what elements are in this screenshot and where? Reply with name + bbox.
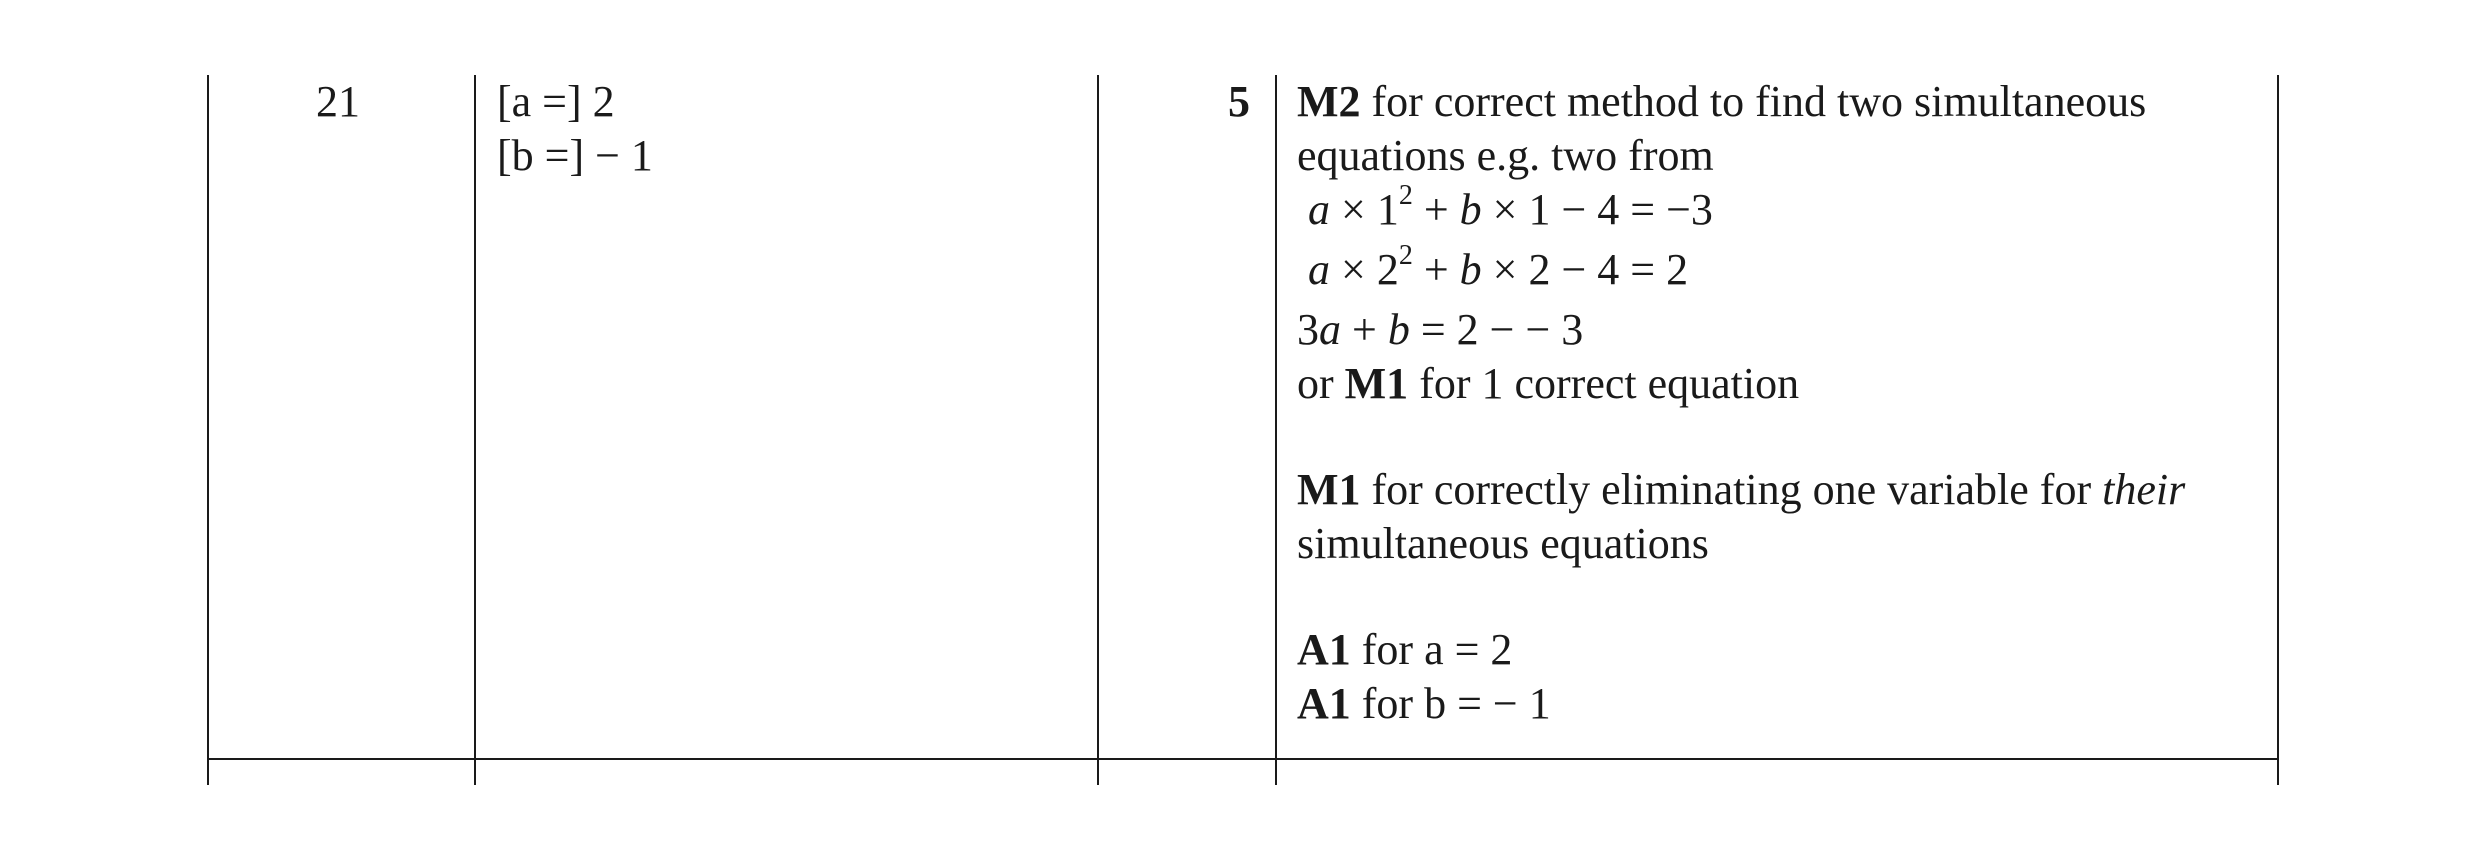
spacer: [1297, 411, 2185, 463]
a1-text-a: for a = 2: [1350, 625, 1513, 674]
m1-label-a: M1: [1344, 359, 1409, 408]
column-divider-1: [474, 75, 476, 785]
a1-a-line: [1297, 623, 2185, 677]
m1-correct-equation-line: [1297, 357, 2185, 411]
eq2-exponent: 2: [1398, 240, 1413, 271]
eq1-plus: +: [1412, 185, 1460, 234]
equation-2: [1297, 240, 2185, 303]
eq3-rest: = 2 − − 3: [1409, 305, 1584, 354]
question-number: 21: [316, 77, 360, 126]
m1-text-a: for 1 correct equation: [1408, 359, 1800, 408]
eq3-plus: +: [1341, 305, 1388, 354]
eq3-var-a: a: [1319, 305, 1341, 354]
eq2-rest: × 2 − 4 = 2: [1481, 245, 1689, 294]
eq2-term1: × 2: [1330, 245, 1399, 294]
m2-text-part1: for correct method to find two simultaneous: [1360, 77, 2147, 126]
a1-b-line: [1297, 677, 2185, 731]
m1-eliminate-line2: simultaneous equations: [1297, 519, 1709, 568]
eq1-exponent: 2: [1398, 180, 1413, 211]
m2-label: M2: [1297, 77, 1361, 126]
eq2-plus: +: [1412, 245, 1460, 294]
eq3-var-b: b: [1387, 305, 1410, 354]
equation-3: [1297, 303, 2185, 357]
m1-eliminate-line1: [1297, 463, 2185, 517]
spacer: [1297, 571, 2185, 623]
their-emphasis: their: [2102, 465, 2186, 514]
eq1-var-b: b: [1459, 185, 1482, 234]
a1-text-b: for b = − 1: [1350, 679, 1551, 728]
table-border-left: [207, 75, 209, 785]
eq1-var-a: a: [1308, 185, 1330, 234]
row-bottom-border: [207, 758, 2279, 760]
m1-label-b: M1: [1297, 465, 1361, 514]
answer-line-b: [b =] − 1: [497, 131, 653, 180]
m2-criterion-line2: equations e.g. two from: [1297, 131, 1714, 180]
marks-value: 5: [1228, 77, 1250, 126]
column-divider-2: [1097, 75, 1099, 785]
column-divider-3: [1275, 75, 1277, 785]
eq2-var-b: b: [1459, 245, 1482, 294]
answer-cell: [497, 75, 653, 183]
or-text: or: [1297, 359, 1345, 408]
a1-label-a: A1: [1297, 625, 1351, 674]
a1-label-b: A1: [1297, 679, 1351, 728]
guidance-notes: [1297, 75, 2185, 731]
table-border-right: [2277, 75, 2279, 785]
answer-line-a: [a =] 2: [497, 77, 615, 126]
eq2-var-a: a: [1308, 245, 1330, 294]
eq3-coef: 3: [1297, 305, 1319, 354]
eq1-term1: × 1: [1330, 185, 1399, 234]
m2-criterion-line1: [1297, 75, 2185, 129]
eq1-rest: × 1 − 4 = −3: [1481, 185, 1713, 234]
equation-1: [1297, 180, 2185, 243]
m1-text-b1: for correctly eliminating one variable for: [1360, 465, 2103, 514]
